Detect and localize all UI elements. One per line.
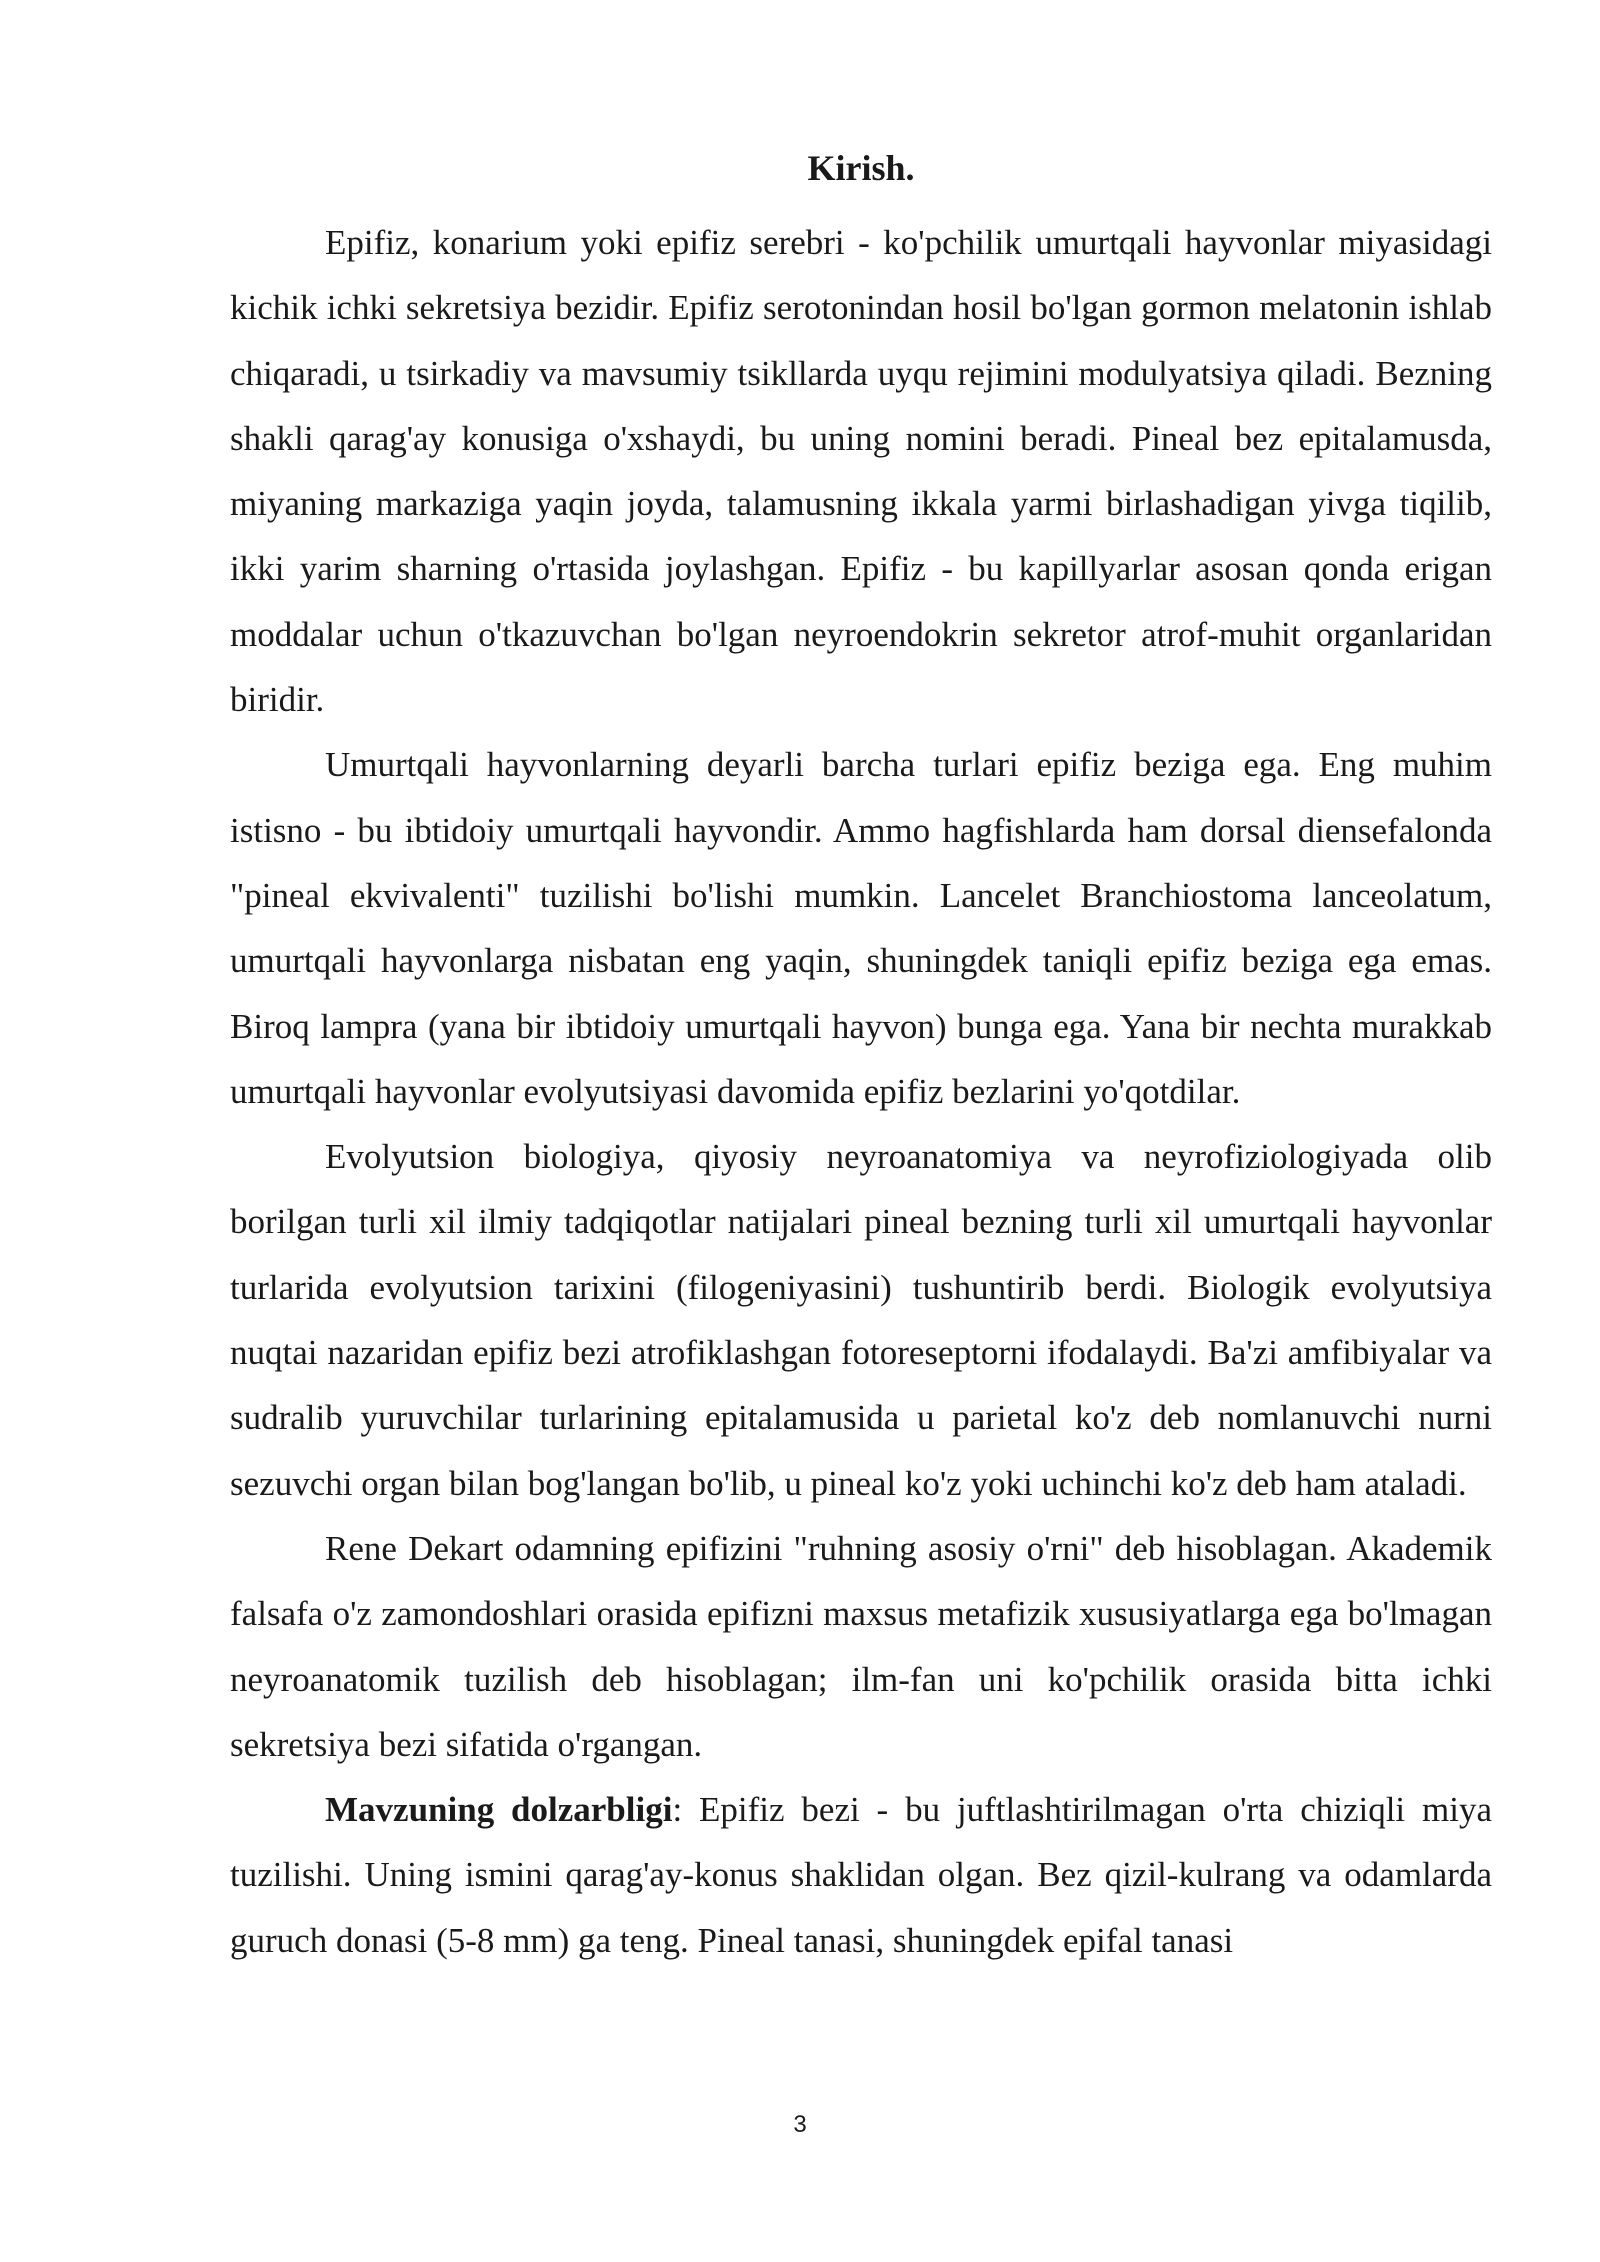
paragraph-2: Umurtqali hayvonlarning deyarli barcha turlari epifiz beziga ega. Eng muhim istisno - bu ibtidoiy umurtqali hayvondir. Ammo hagfishlarda ham dorsal diensefalonda "pineal ekvivalenti" tuzilishi bo'lishi mumkin. Lancelet Branchiostoma lanceolatum, umurtqali hayvonlarga nisbatan eng yaqin, shuningdek taniqli epifiz beziga ega emas. Biroq lampra (yana bir ibtidoiy umurtqali hayvon) bunga ega. Yana bir nechta murakkab umurtqali hayvonlar evolyutsiyasi davomida epifiz bezlarini yo'qotdilar. [230,745,1492,1111]
paragraph-5-text: : Epifiz bezi - bu juftlashtirilmagan o'rta chiziqli miya tuzilishi. Uning ismini qarag'ay-konus shaklidan olgan. Bez qizil-kulrang va odamlarda guruch donasi (5-8 mm) ga teng. Pineal tanasi, shuningdek epifal tanasi [230,1790,1493,1960]
page-number: 3 [793,2111,807,2138]
paragraph-3: Evolyutsion biologiya, qiyosiy neyroanatomiya va neyrofiziologiyada olib borilgan turli xil ilmiy tadqiqotlar natijalari pineal bezning turli xil umurtqali hayvonlar turlarida evolyutsion tarixini (filogeniyasini) tushuntirib berdi. Biologik evolyutsiya nuqtai nazaridan epifiz bezi atrofiklashgan fotoreseptorni ifodalaydi. Ba'zi amfibiyalar va sudralib yuruvchilar turlarining epitalamusida u parietal ko'z deb nomlanuvchi nurni sezuvchi organ bilan bog'langan bo'lib, u pineal ko'z yoki uchinchi ko'z deb ham ataladi. [230,1137,1492,1503]
paragraph-1: Epifiz, konarium yoki epifiz serebri - ko'pchilik umurtqali hayvonlar miyasidagi kichik ichki sekretsiya bezidir. Epifiz serotonindan hosil bo'lgan gormon melatonin ishlab chiqaradi, u tsirkadiy va mavsumiy tsikllarda uyqu rejimini modulyatsiya qiladi. Bezning shakli qarag'ay konusiga o'xshaydi, bu uning nomini beradi. Pineal bez epitalamusda, miyaning markaziga yaqin joyda, talamusning ikkala yarmi birlashadigan yivga tiqilib, ikki yarim sharning o'rtasida joylashgan. Epifiz - bu kapillyarlar asosan qonda erigan moddalar uchun o'tkazuvchan bo'lgan neyroendokrin sekretor atrof-muhit organlaridan biridir. [230,223,1492,720]
paragraph-5-bold-lead: Mavzuning dolzarbligi [325,1790,673,1830]
paragraph-5 [230,1777,1492,1973]
page-content [230,146,1492,1973]
section-heading: Kirish. [807,148,915,188]
paragraph-4: Rene Dekart odamning epifizini "ruhning asosiy o'rni" deb hisoblagan. Akademik falsafa o'z zamondoshlari orasida epifizni maxsus metafizik xususiyatlarga ega bo'lmagan neyroanatomik tuzilish deb hisoblagan; ilm-fan uni ko'pchilik orasida bitta ichki sekretsiya bezi sifatida o'rgangan. [230,1528,1492,1764]
